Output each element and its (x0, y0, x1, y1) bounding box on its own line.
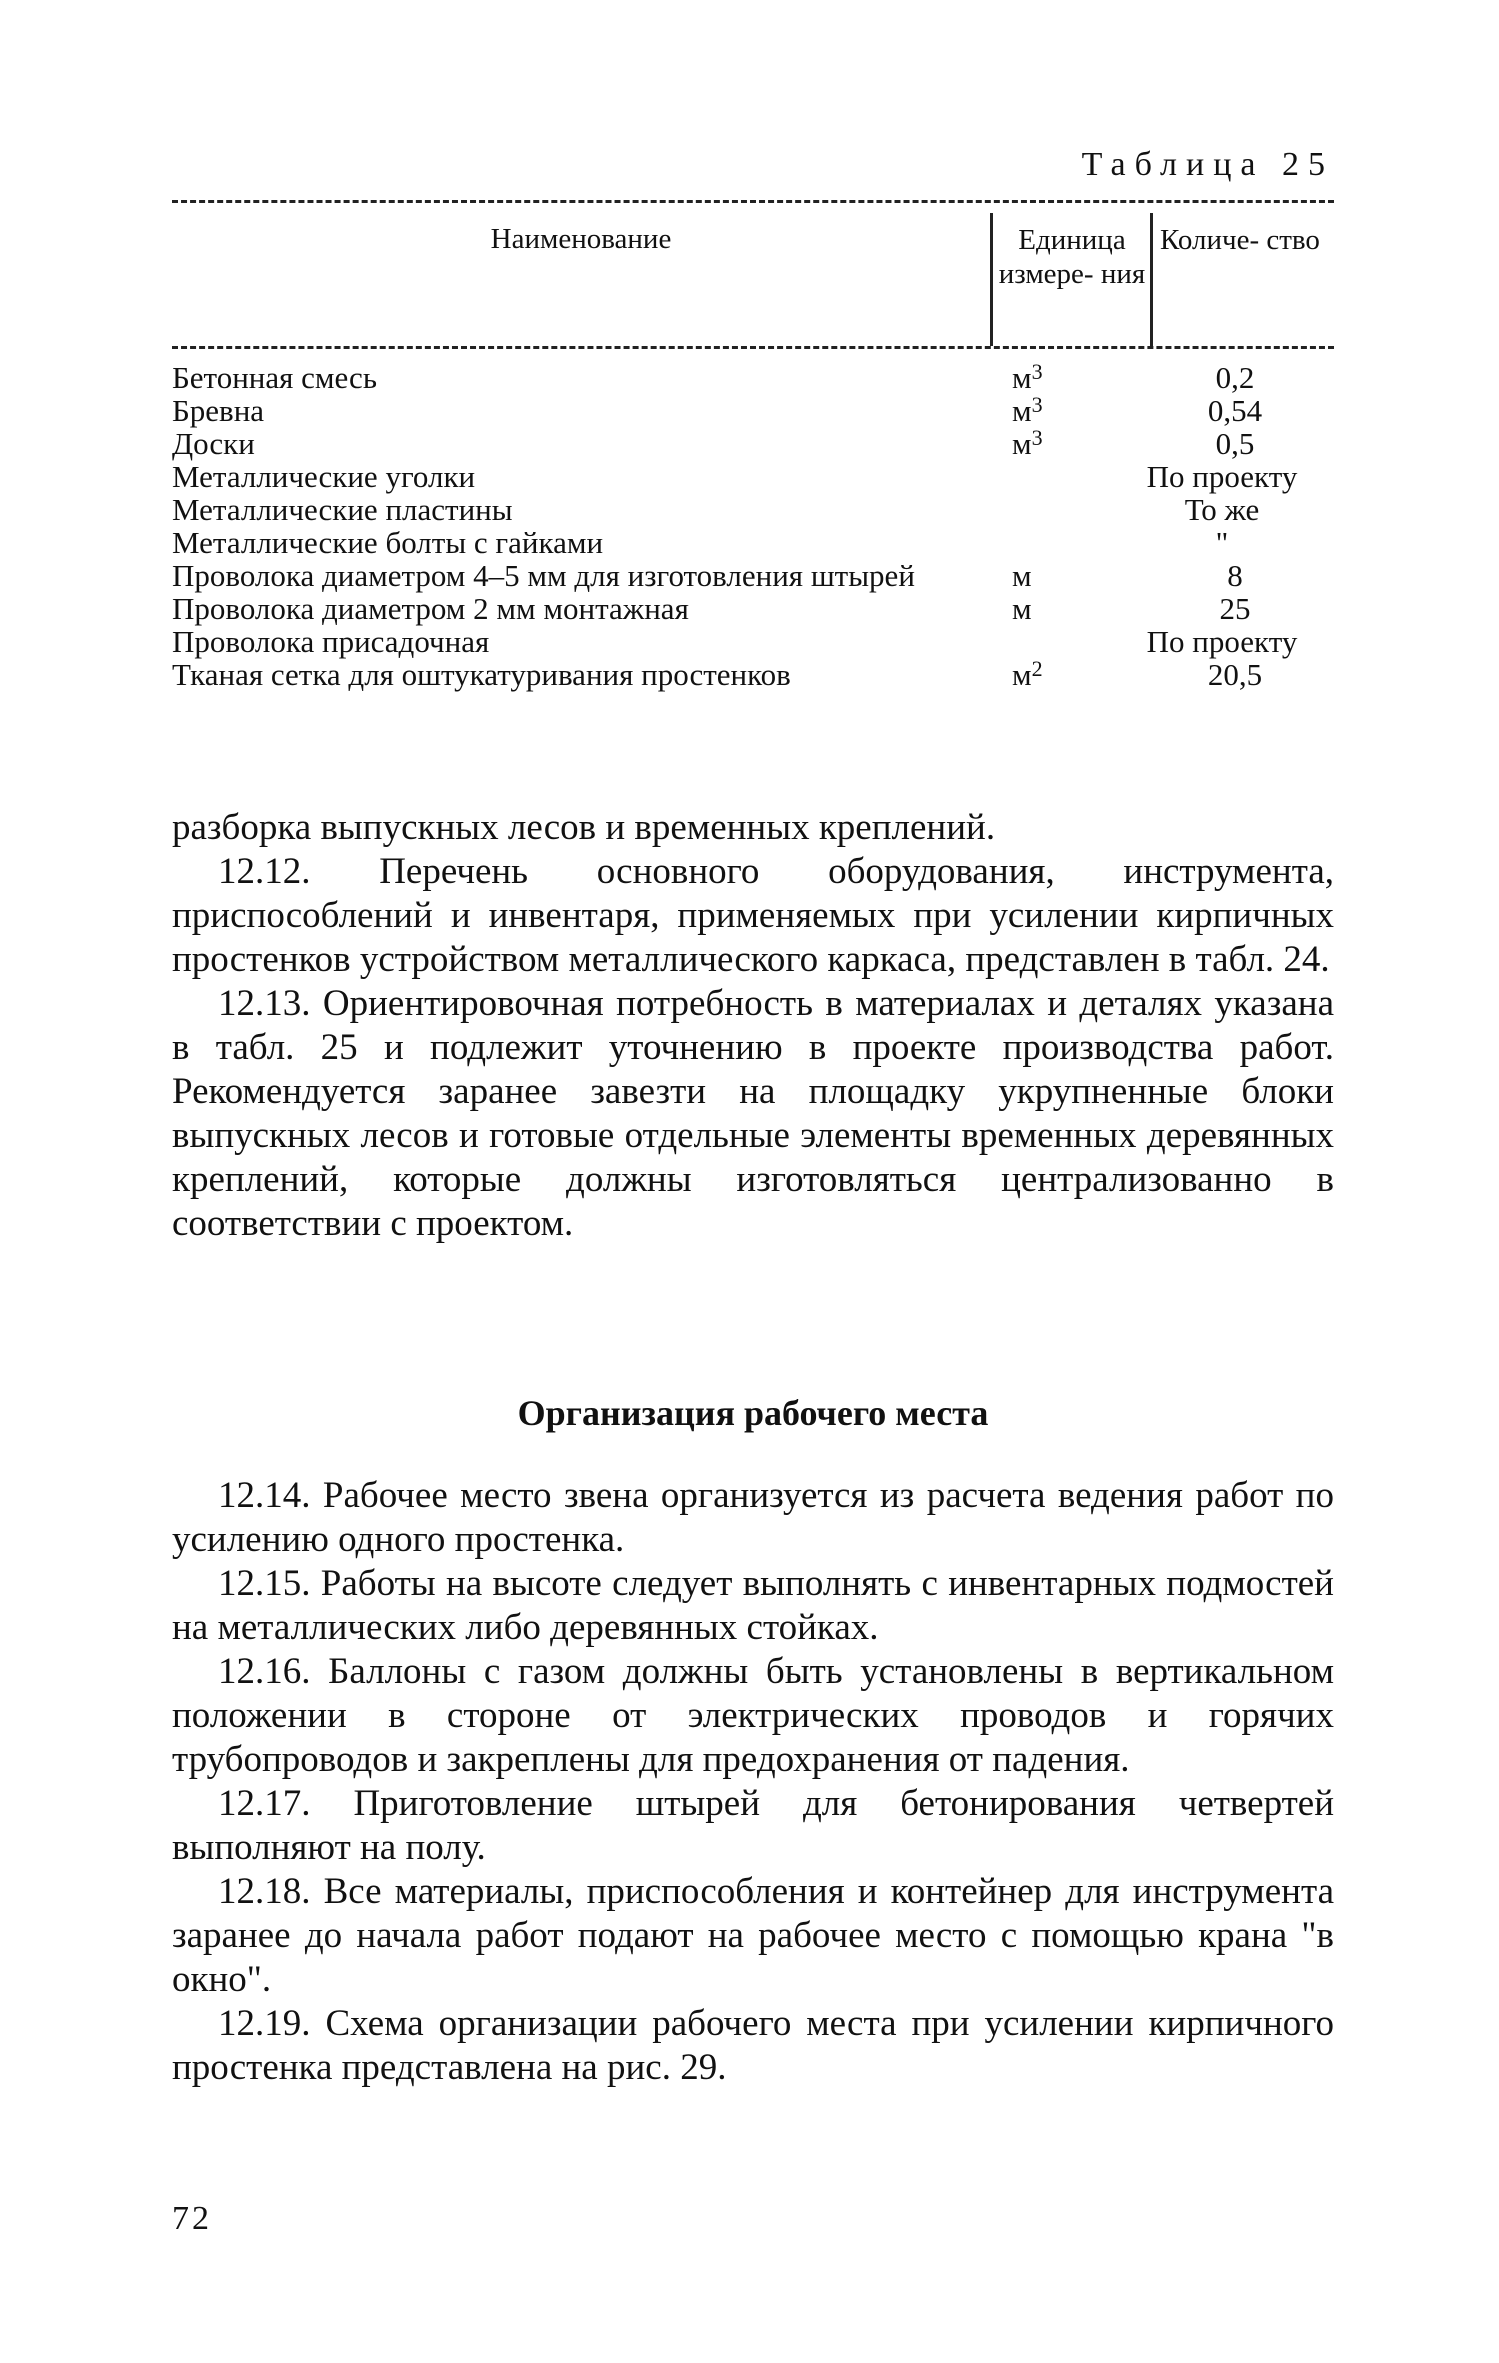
paragraph: 12.17. Приготовление штырей для бетонирования четвертей выполняют на полу. (172, 1783, 1334, 1868)
row-name: Металлические пластины (172, 492, 513, 527)
table-row (172, 493, 1334, 526)
column-divider (990, 213, 993, 346)
row-name: Бетонная смесь (172, 360, 377, 395)
row-unit: $м^3$ (1012, 425, 1043, 461)
materials-table (172, 200, 1334, 691)
row-quantity: 8 (1227, 558, 1243, 593)
row-quantity: По проекту (1146, 459, 1298, 494)
paragraph: 12.15. Работы на высоте следует выполнять с инвентарных подмостей на металлических либо деревянных стойках. (172, 1563, 1334, 1648)
row-unit: м (1012, 591, 1032, 626)
table-row (172, 460, 1334, 493)
table-row (172, 526, 1334, 559)
row-unit: $м^3$ (1012, 359, 1043, 395)
row-quantity: 0,5 (1215, 426, 1255, 461)
row-name: Тканая сетка для оштукатуривания простенков (172, 657, 791, 692)
table-row (172, 361, 1334, 394)
paragraph: разборка выпускных лесов и временных креплений. (172, 807, 996, 848)
row-name: Металлические болты с гайками (172, 525, 604, 560)
row-name: Проволока диаметром 2 мм монтажная (172, 591, 689, 626)
row-name: Доски (172, 426, 255, 461)
row-unit: $м^2$ (1012, 656, 1043, 692)
page-number: 72 (172, 2200, 212, 2237)
table-caption: Таблица 25 (1081, 146, 1334, 183)
row-quantity: 20,5 (1207, 657, 1263, 692)
row-name: Проволока присадочная (172, 624, 490, 659)
table-body (172, 361, 1334, 691)
row-unit: $м^3$ (1012, 392, 1043, 428)
table-row (172, 427, 1334, 460)
table-row (172, 559, 1334, 592)
paragraph: 12.12. Перечень основного оборудования, инструмента, приспособлений и инвентаря, применяемых при усилении кирпичных простенков устройством металлического каркаса, представлен в табл. 24. (172, 851, 1334, 980)
paragraph: 12.14. Рабочее место звена организуется из расчета ведения работ по усилению одного простенка. (172, 1475, 1334, 1560)
table-header (172, 200, 1334, 349)
row-quantity: " (1215, 525, 1229, 560)
row-quantity: 0,2 (1215, 360, 1255, 395)
column-divider (1150, 213, 1153, 346)
table-row (172, 658, 1334, 691)
paragraph: 12.16. Баллоны с газом должны быть установлены в вертикальном положении в стороне от электрических проводов и горячих трубопроводов и закреплены для предохранения от падения. (172, 1651, 1334, 1780)
table-row (172, 625, 1334, 658)
body-text-bottom (172, 1474, 1334, 2090)
table-row (172, 394, 1334, 427)
row-quantity: 25 (1219, 591, 1251, 626)
paragraph: 12.18. Все материалы, приспособления и контейнер для инструмента заранее до начала работ подают на рабочее место с помощью крана "в окно". (172, 1871, 1334, 2000)
row-name: Бревна (172, 393, 265, 428)
table-row (172, 592, 1334, 625)
row-name: Проволока диаметром 4–5 мм для изготовления штырей (172, 558, 915, 593)
header-quantity: Количе- ство (1160, 224, 1320, 256)
paragraph: 12.13. Ориентировочная потребность в материалах и деталях указана в табл. 25 и подлежит уточнению в проекте производства работ. Рекомендуется заранее завезти на площадку укрупненные блоки выпускных лесов и готовые отдельные элементы временных деревянных креплений, которые должны изготовляться централизованно в соответствии с проектом. (172, 983, 1334, 1244)
row-name: Металлические уголки (172, 459, 476, 494)
row-quantity: По проекту (1146, 624, 1298, 659)
paragraph: 12.19. Схема организации рабочего места при усилении кирпичного простенка представлена на рис. 29. (172, 2003, 1334, 2088)
header-unit: Единица измере- ния (998, 224, 1146, 290)
row-quantity: 0,54 (1207, 393, 1263, 428)
section-heading: Организация рабочего места (517, 1393, 989, 1433)
row-quantity: То же (1184, 492, 1260, 527)
body-text-top (172, 806, 1334, 1246)
row-unit: м (1012, 558, 1032, 593)
header-name: Наименование (490, 223, 672, 255)
